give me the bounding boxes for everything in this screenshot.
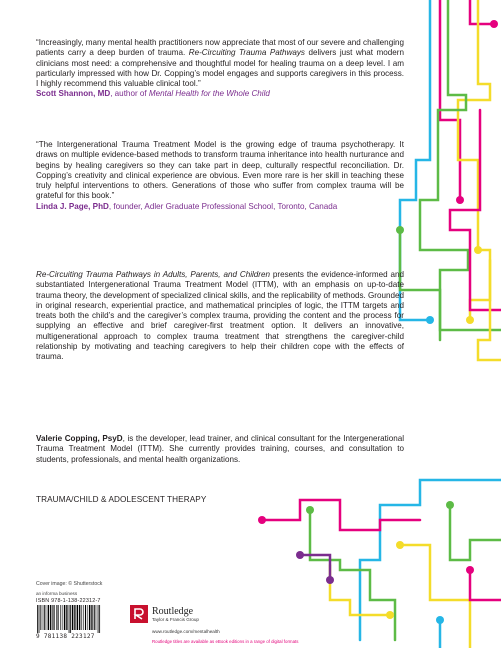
- quote-1-author-suffix: , author of: [110, 89, 149, 99]
- informa-business-tag: an informa business: [36, 591, 78, 596]
- quote-1-author: Scott Shannon, MD: [36, 89, 111, 99]
- circuit-node: [474, 246, 482, 254]
- barcode-number: 9 781138 223127: [36, 633, 95, 640]
- barcode-bar: [77, 605, 79, 630]
- barcode-bar: [96, 605, 97, 630]
- subject-category: TRAUMA/CHILD & ADOLESCENT THERAPY: [36, 495, 207, 504]
- barcode-bar: [81, 605, 82, 630]
- circuit-node: [426, 316, 434, 324]
- circuit-line-green-2: [400, 230, 501, 330]
- barcode-bar: [85, 605, 86, 630]
- quote-1-author-work: Mental Health for the Whole Child: [148, 89, 270, 99]
- barcode-bar: [48, 605, 50, 630]
- barcode-bar: [56, 605, 57, 630]
- barcode-bar: [83, 605, 84, 630]
- publisher-url[interactable]: www.routledge.com/mentalhealth: [152, 629, 220, 634]
- barcode: [36, 605, 119, 633]
- circuit-node: [396, 226, 404, 234]
- barcode-bar: [50, 605, 51, 630]
- circuit-node: [490, 20, 498, 28]
- circuit-line-yellow-1: [458, 0, 490, 320]
- barcode-bar: [70, 605, 71, 633]
- barcode-bar: [89, 605, 91, 630]
- isbn-barcode-box: [36, 598, 119, 641]
- barcode-bar: [64, 605, 66, 630]
- circuit-node: [456, 196, 464, 204]
- circuit-node: [396, 541, 404, 549]
- barcode-bar: [42, 605, 43, 630]
- circuit-line-magenta-1: [470, 0, 494, 24]
- bio-text: , is the developer, lead trainer, and clinical consultant for the Intergenerational Trauma Treatment Model (ITTM). She currently provides training, courses, and consultation to students, professionals, and mental health organizations.: [36, 434, 404, 464]
- quote-2-author: Linda J. Page, PhD: [36, 201, 109, 211]
- quote-1-text: “Increasingly, many mental health practitioners now appreciate that most of our severe and challenging patients carry a deep burden of trauma.: [36, 38, 404, 58]
- barcode-bar: [91, 605, 92, 630]
- barcode-bar: [62, 605, 63, 630]
- barcode-bar: [72, 605, 74, 630]
- quote-1-text-after: delivers just what modern clinicians most need: a comprehensive and thoughtful model for healing trauma on a deep level. I am particularly impressed with how Dr. Copping’s model engages and supports caregivers in this process. I highly recommend this valuable clinical tool.”: [36, 48, 404, 89]
- barcode-bar: [37, 605, 38, 633]
- ebook-note: Routledge titles are available as eBook editions in a range of digital formats: [152, 639, 299, 644]
- barcode-bar: [58, 605, 59, 630]
- book-description: [36, 270, 404, 363]
- circuit-node: [306, 506, 314, 514]
- endorsement-quote-2: [36, 140, 404, 212]
- circuit-node: [466, 566, 474, 574]
- circuit-line-green-4: [450, 505, 501, 560]
- circuit-node: [326, 576, 334, 584]
- barcode-bar: [79, 605, 80, 630]
- barcode-bar: [60, 605, 61, 630]
- barcode-bar: [52, 605, 53, 630]
- barcode-bar: [99, 605, 100, 633]
- circuit-node: [386, 611, 394, 619]
- barcode-bar: [46, 605, 47, 630]
- endorsement-quote-1: [36, 38, 404, 100]
- circuit-node: [436, 616, 444, 624]
- isbn-number: ISBN 978-1-138-22312-7: [36, 598, 101, 604]
- barcode-bar: [87, 605, 88, 630]
- quote-1-book-title: Re-Circuiting Trauma Pathways: [188, 48, 305, 58]
- barcode-bar: [39, 605, 40, 633]
- barcode-bar: [94, 605, 95, 630]
- barcode-bar: [66, 605, 67, 630]
- circuit-line-magenta-5: [470, 570, 501, 600]
- circuit-node: [466, 316, 474, 324]
- circuit-node: [258, 516, 266, 524]
- bio-author-name: Valerie Copping, PsyD: [36, 434, 123, 443]
- routledge-logo-icon: [130, 605, 148, 623]
- circuit-node: [296, 551, 304, 559]
- cover-image-credit: Cover image: © Shutterstock: [36, 581, 103, 587]
- barcode-bar: [44, 605, 45, 630]
- barcode-bar: [54, 605, 55, 630]
- barcode-bar: [69, 605, 70, 633]
- quote-2-affiliation: , founder, Adler Graduate Professional School, Toronto, Canada: [108, 201, 338, 211]
- quote-2-text: “The Intergenerational Trauma Treatment Model is the growing edge of trauma psychotherapy. It draws on multiple evidence-based methods to transform trauma inheritance into health nurturance and begins by healing caregivers so they can take part in deep, culturally respectful reconciliation. Dr. Copping’s creativity and clinical experience are obvious. Even more rare is her skill in teaching these truly helpful interventions to others. Generations of those who suffer from complex trauma will be grateful for this book.”: [36, 140, 404, 201]
- description-book-title: Re-Circuiting Trauma Pathways in Adults, Parents, and Children: [36, 270, 270, 279]
- author-bio: [36, 434, 404, 465]
- circuit-node: [446, 501, 454, 509]
- publisher-group: Taylor & Francis Group: [152, 617, 199, 622]
- description-text: presents the evidence-informed and substantiated Intergenerational Trauma Treatment Model (ITTM), with an emphasis on up-to-date trauma theory, the development of specialized clinical skills, and the replicability of methods. Grounded in original research, experiential practice, and mathematical principles of logic, the ITTM targets and treats both the child’s and the caregiver’s complex trauma, providing the content and the process for supplying an effective and brief caregiver-first treatment option. It delivers an innovative, multigenerational approach to complex trauma treatment that strengthens the caregiver-child relationship by motivating and teaching caregivers to help their children cope with the effects of trauma.: [36, 270, 404, 362]
- publisher-name: Routledge: [152, 606, 194, 617]
- circuit-line-cyan-1: [400, 0, 430, 320]
- barcode-bar: [74, 605, 75, 630]
- barcode-bar: [98, 605, 99, 633]
- barcode-bar: [40, 605, 41, 630]
